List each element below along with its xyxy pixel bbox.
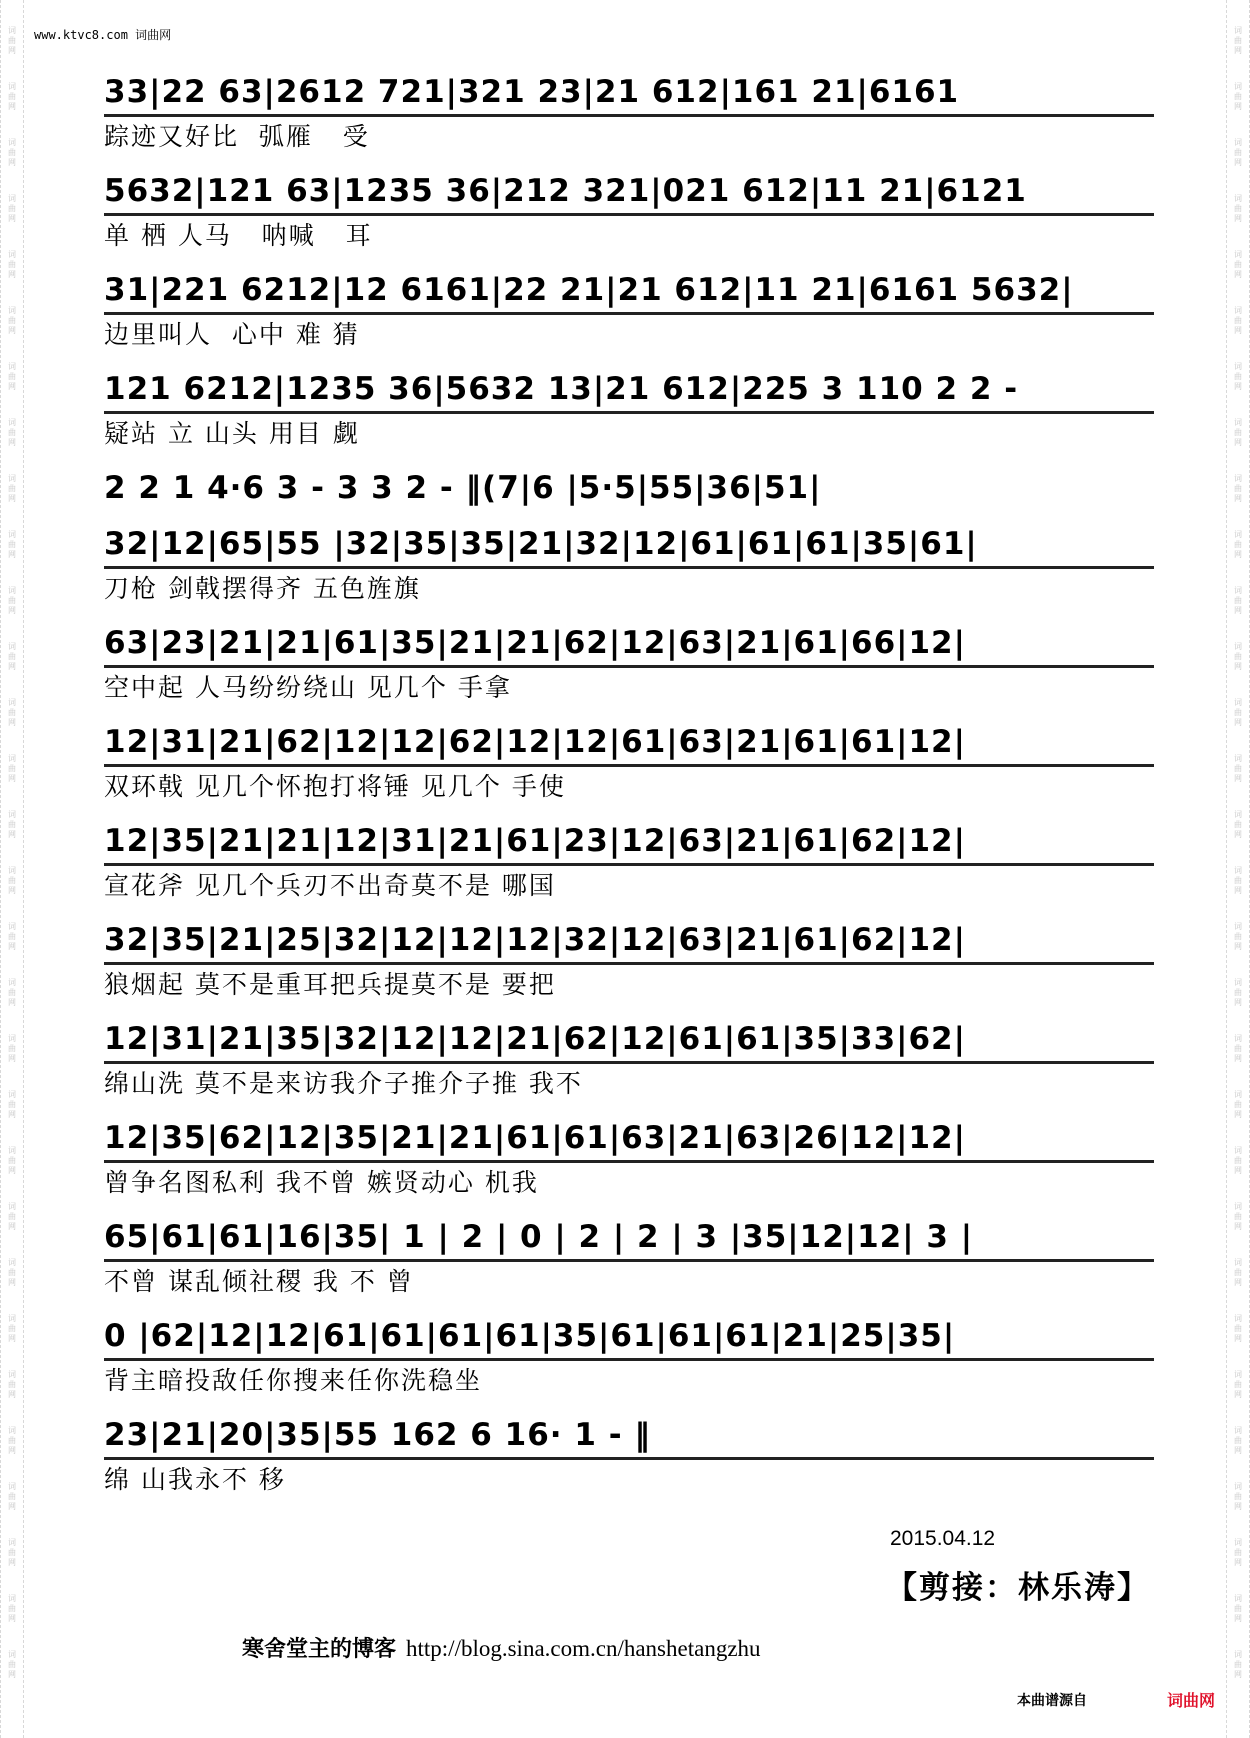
- notation-line: 12|31|21|35|32|12|12|21|62|12|61|61|35|33|62|: [104, 1017, 1154, 1064]
- lyrics-line: 双环戟 见几个怀抱打将锤 见几个 手使: [104, 772, 566, 801]
- lyrics-line: 空中起 人马纷纷绕山 见几个 手拿: [104, 673, 512, 702]
- source-label: 本曲谱源自: [1017, 1693, 1087, 1709]
- lyrics-line: 狼烟起 莫不是重耳把兵提莫不是 要把: [104, 970, 556, 999]
- lyrics-line: 刀枪 剑戟摆得齐 五色旌旗: [104, 574, 421, 603]
- score-line: [104, 1215, 1154, 1314]
- blog-label: 寒舍堂主的博客: [242, 1636, 397, 1662]
- score-line: [104, 1116, 1154, 1215]
- score-line: [104, 918, 1154, 1017]
- lyrics-line: 边里叫人 心中 难 猜: [104, 320, 360, 349]
- lyrics-line: 背主暗投敌任你搜来任你洗稳坐: [104, 1366, 483, 1395]
- score-line: [104, 268, 1154, 367]
- lyrics-line: 绵 山我永不 移: [104, 1465, 286, 1494]
- editor-credit: 【剪接：林乐涛】: [886, 1570, 1150, 1606]
- notation-line: 5632|121 63|1235 36|212 321|021 612|11 21|6121: [104, 169, 1154, 216]
- notation-line: 121 6212|1235 36|5632 13|21 612|225 3 110 2 2 -: [104, 367, 1154, 414]
- jianpu-score: [104, 70, 1164, 1512]
- notation-line: 65|61|61|16|35| 1 | 2 | 0 | 2 | 2 | 3 |35|12|12| 3 |: [104, 1215, 1154, 1262]
- notation-line: 32|35|21|25|32|12|12|12|32|12|63|21|61|62|12|: [104, 918, 1154, 965]
- score-line: [104, 621, 1154, 720]
- notation-line: 23|21|20|35|55 162 6 16· 1 - ‖: [104, 1413, 1154, 1460]
- score-line: [104, 720, 1154, 819]
- score-line: [104, 70, 1154, 169]
- score-line: [104, 367, 1154, 466]
- blog-url-link[interactable]: http://blog.sina.com.cn/hanshetangzhu: [406, 1636, 761, 1661]
- lyrics-line: 不曾 谋乱倾社稷 我 不 曾: [104, 1267, 414, 1296]
- lyrics-line: 宣花斧 见几个兵刃不出奇莫不是 哪国: [104, 871, 556, 900]
- lyrics-line: 踪迹又好比 弧雁 受: [104, 122, 370, 151]
- score-line: [104, 819, 1154, 918]
- score-line: [104, 1017, 1154, 1116]
- lyrics-line: 曾争名图私利 我不曾 嫉贤动心 机我: [104, 1168, 539, 1197]
- score-date: 2015.04.12: [890, 1527, 996, 1550]
- notation-line: 33|22 63|2612 721|321 23|21 612|161 21|6161: [104, 70, 1154, 117]
- score-line: [104, 1314, 1154, 1413]
- notation-line: 12|35|62|12|35|21|21|61|61|63|21|63|26|12|12|: [104, 1116, 1154, 1163]
- notation-line: 32|12|65|55 |32|35|35|21|32|12|61|61|61|35|61|: [104, 522, 1154, 569]
- lyrics-line: 疑站 立 山头 用目 觑: [104, 419, 360, 448]
- blog-credit: [242, 1632, 761, 1663]
- lyrics-line: [104, 510, 1154, 522]
- lyrics-line: 单 栖 人马 呐喊 耳: [104, 221, 373, 250]
- site-url-header: www.ktvc8.com 词曲网: [34, 28, 172, 42]
- source-site-link[interactable]: 词曲网: [1167, 1691, 1216, 1710]
- score-line: [104, 169, 1154, 268]
- score-line: [104, 522, 1154, 621]
- notation-line: 12|35|21|21|12|31|21|61|23|12|63|21|61|62|12|: [104, 819, 1154, 866]
- score-line: [104, 466, 1154, 522]
- lyrics-line: 绵山洗 莫不是来访我介子推介子推 我不: [104, 1069, 583, 1098]
- notation-line: 0 |62|12|12|61|61|61|61|35|61|61|61|21|25|35|: [104, 1314, 1154, 1361]
- notation-line: 2 2 1 4·6 3 - 3 3 2 - ‖(7|6 |5·5|55|36|51|: [104, 470, 822, 506]
- notation-line: 63|23|21|21|61|35|21|21|62|12|63|21|61|66|12|: [104, 621, 1154, 668]
- notation-line: 12|31|21|62|12|12|62|12|12|61|63|21|61|61|12|: [104, 720, 1154, 767]
- notation-line: 31|221 6212|12 6161|22 21|21 612|11 21|6161 5632|: [104, 268, 1154, 315]
- right-watermark-strip: 词曲网 词曲网 词曲网 词曲网 词曲网 词曲网 词曲网 词曲网 词曲网 词曲网 词曲网 词曲网 词曲网 词曲网 词曲网 词曲网 词曲网 词曲网 词曲网 词曲网 词曲网 词曲网 词曲网 词曲网 词曲网 词曲网 词曲网 词曲网 词曲网 词曲网: [1226, 0, 1250, 1738]
- score-line: [104, 1413, 1154, 1512]
- left-watermark-strip: 词曲网 词曲网 词曲网 词曲网 词曲网 词曲网 词曲网 词曲网 词曲网 词曲网 词曲网 词曲网 词曲网 词曲网 词曲网 词曲网 词曲网 词曲网 词曲网 词曲网 词曲网 词曲网 词曲网 词曲网 词曲网 词曲网 词曲网 词曲网 词曲网 词曲网: [0, 0, 24, 1738]
